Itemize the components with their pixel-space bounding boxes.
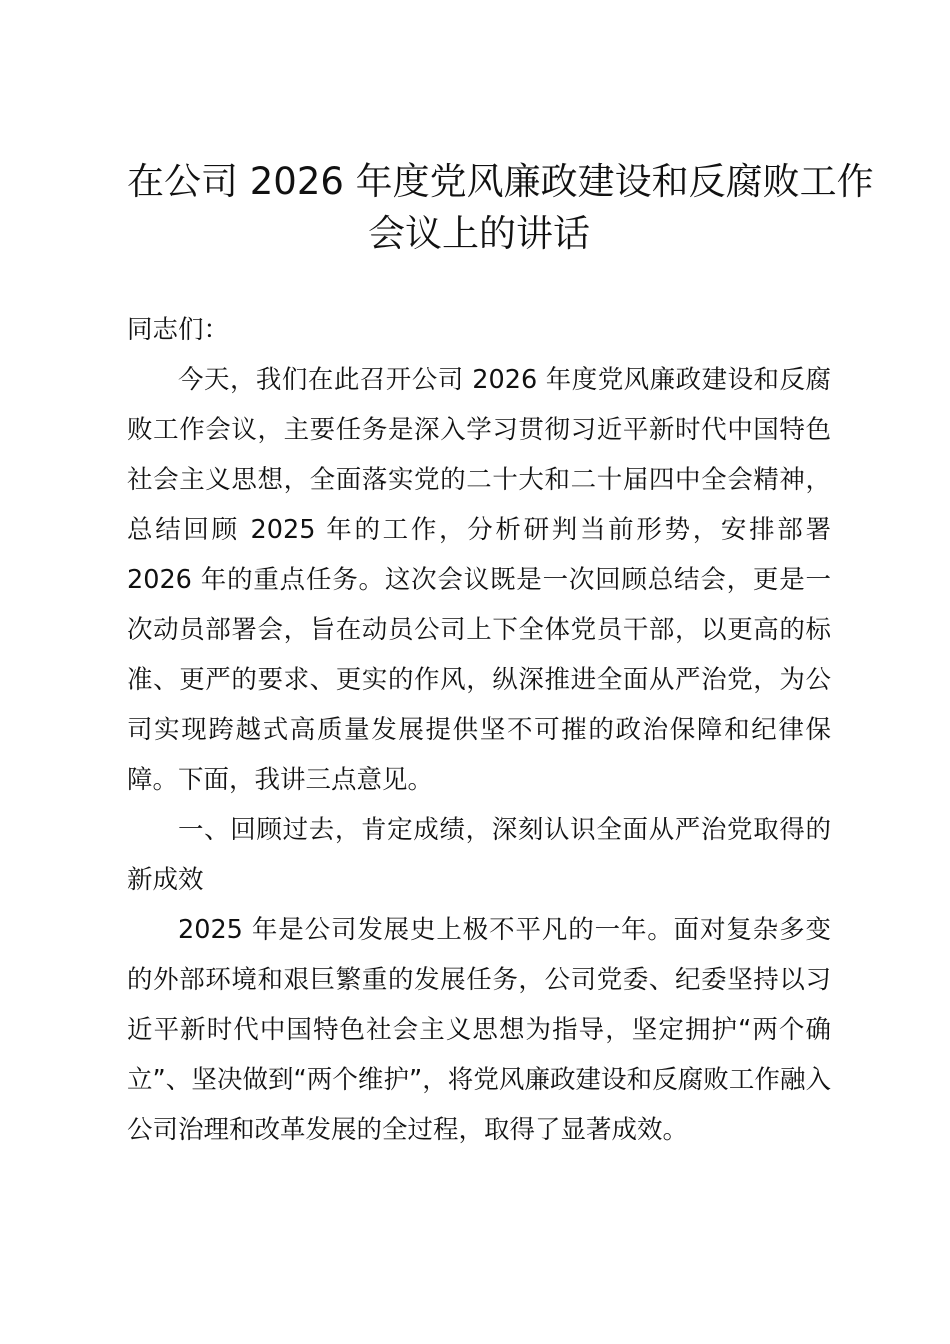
paragraph-opening: 今天，我们在此召开公司 2026 年度党风廉政建设和反腐败工作会议，主要任务是深入学习贯彻习近平新时代中国特色社会主义思想，全面落实党的二十大和二十届四中全会精神，总结回顾 2025 年的工作，分析研判当前形势，安排部署 2026 年的重点任务。这次会议既是一次回顾总结会，更是一次动员部署会，旨在动员公司上下全体党员干部，以更高的标准、更严的要求、更实的作风，纵深推进全面从严治党，为公司实现跨越式高质量发展提供坚不可摧的政治保障和纪律保障。下面，我讲三点意见。 <box>127 365 831 795</box>
document-body <box>127 305 831 1155</box>
salutation: 同志们： <box>127 315 230 345</box>
paragraph-review-2025: 2025 年是公司发展史上极不平凡的一年。面对复杂多变的外部环境和艰巨繁重的发展任务，公司党委、纪委坚持以习近平新时代中国特色社会主义思想为指导，坚定拥护“两个确立”、坚决做到“两个维护”，将党风廉政建设和反腐败工作融入公司治理和改革发展的全过程，取得了显著成效。 <box>127 915 831 1145</box>
section-heading-1: 一、回顾过去，肯定成绩，深刻认识全面从严治党取得的新成效 <box>127 815 831 895</box>
title-line-1: 在公司 2026 年度党风廉政建设和反腐败工作 <box>127 160 874 203</box>
document-title <box>127 156 874 260</box>
title-line-2: 会议上的讲话 <box>368 212 590 255</box>
